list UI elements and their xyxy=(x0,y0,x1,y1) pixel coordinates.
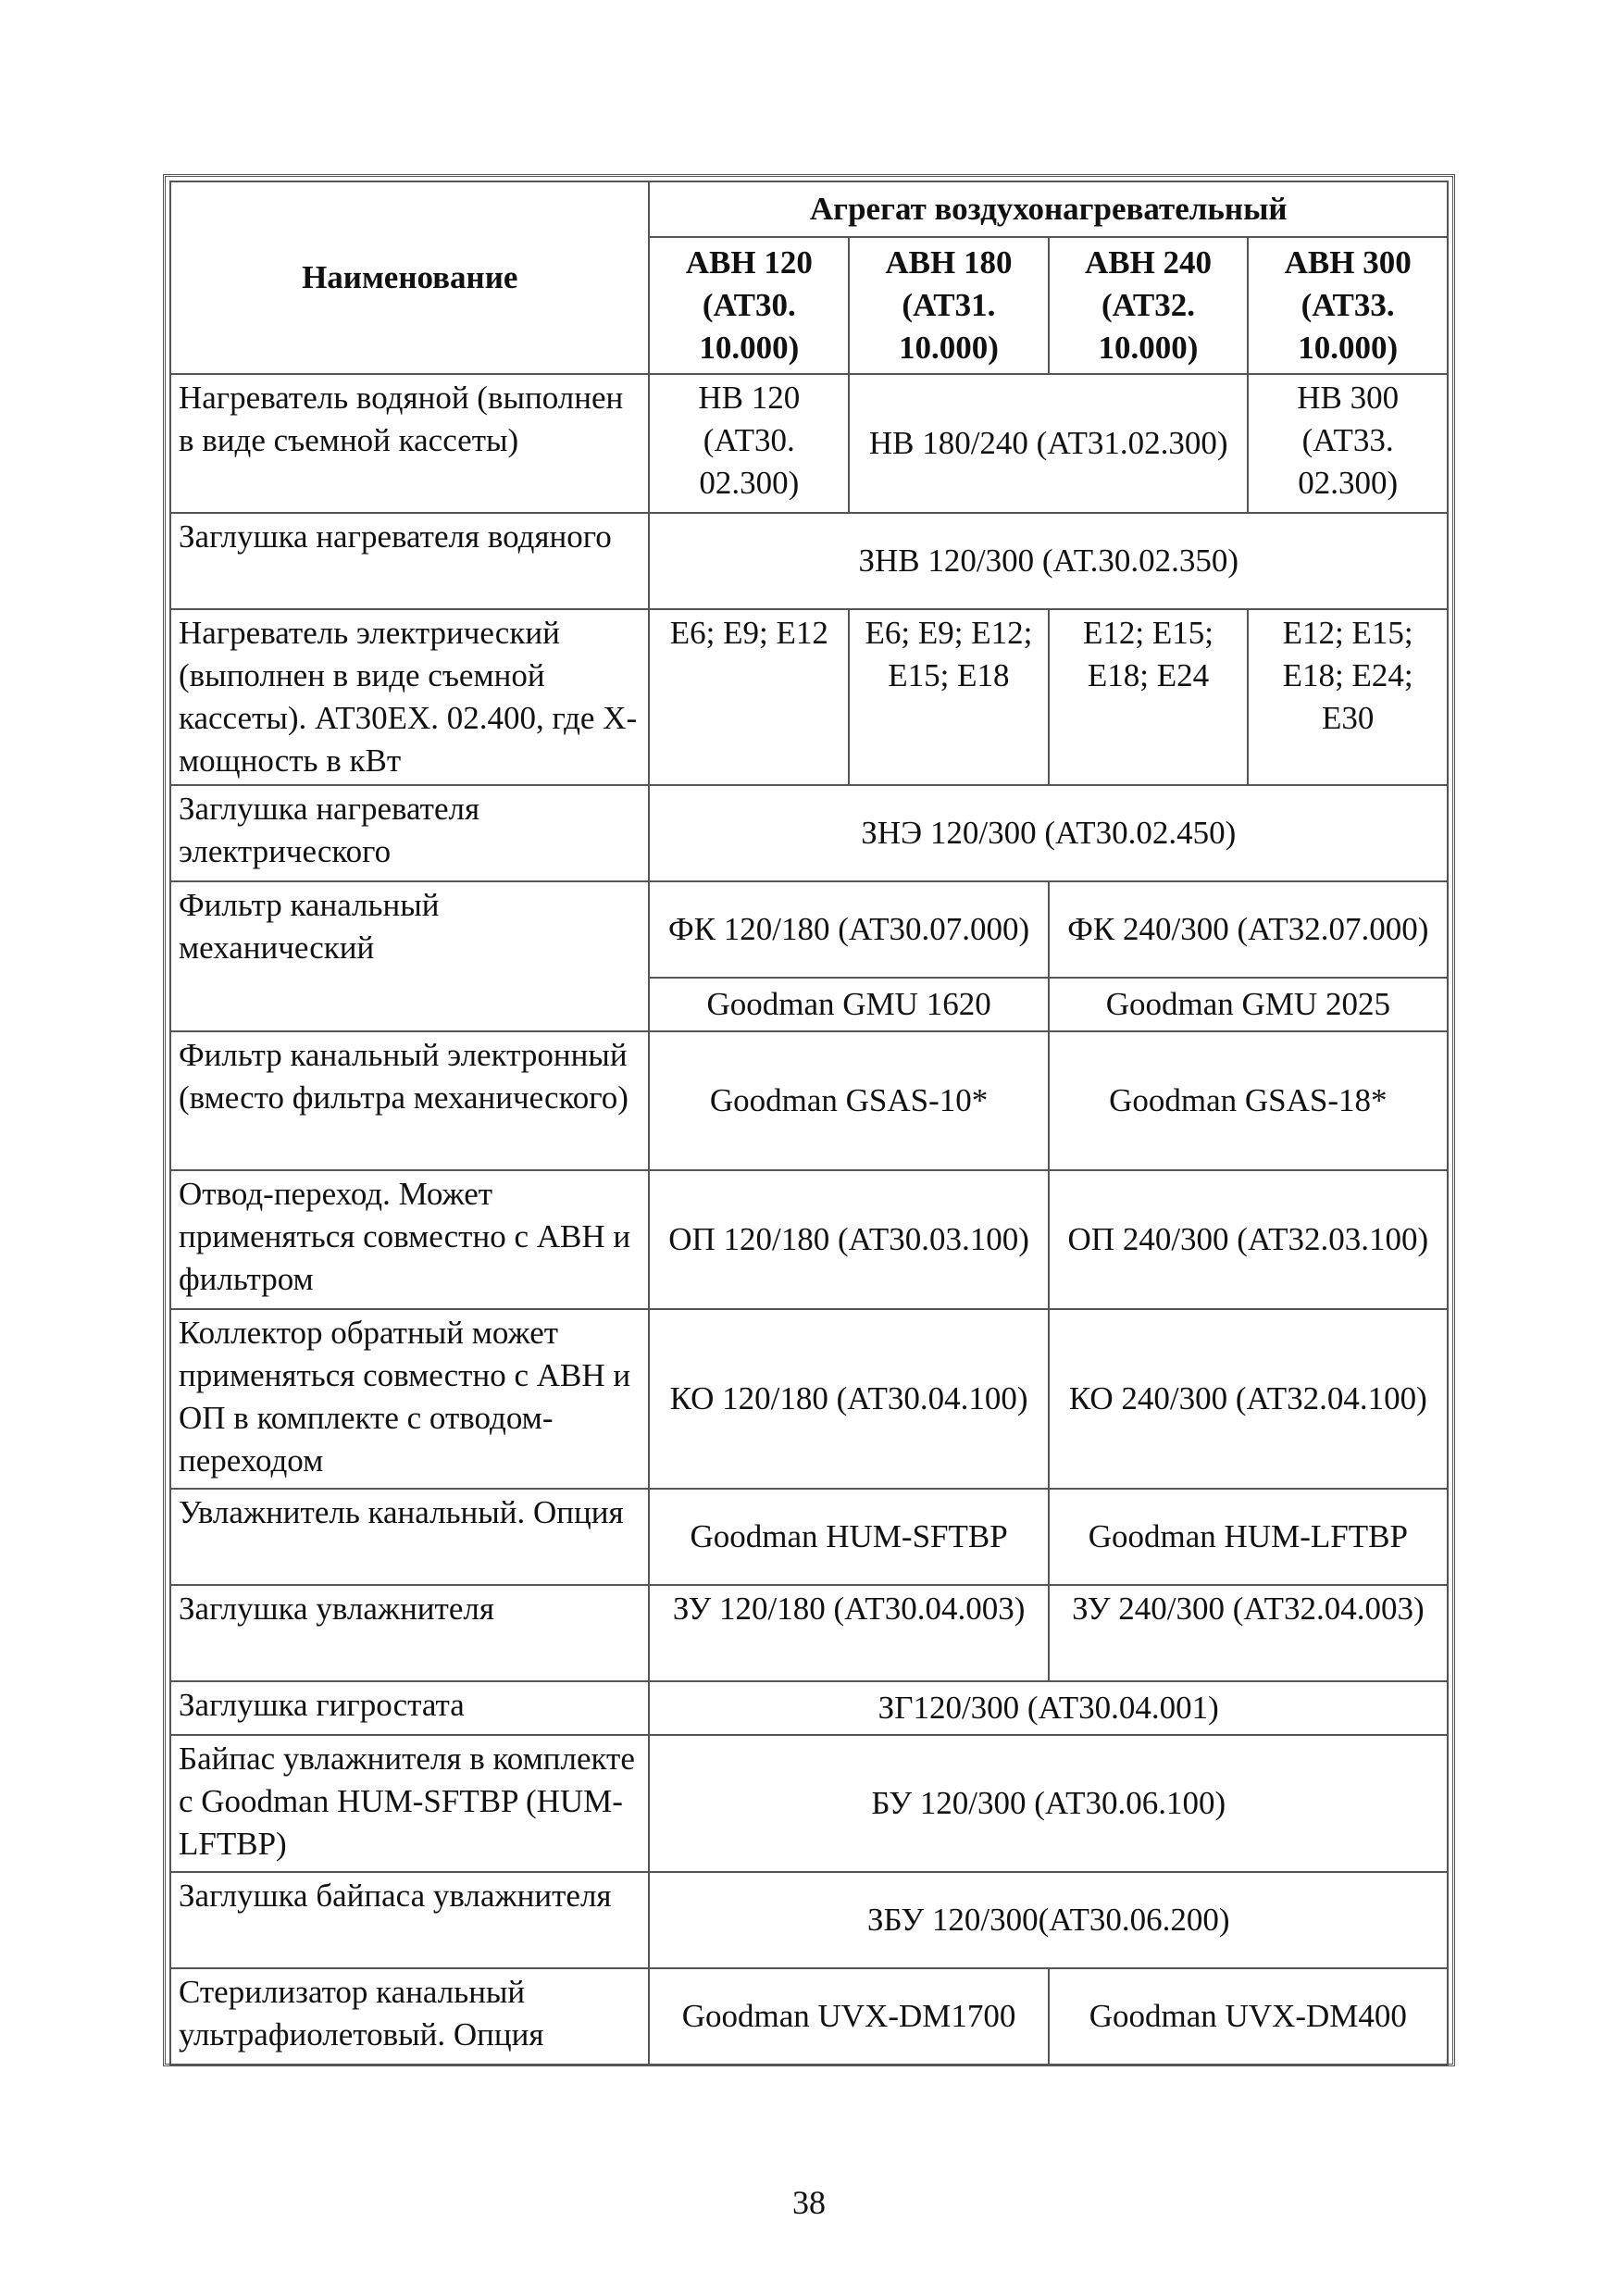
row-name: Отвод-переход. Может применяться совместно с АВН и фильтром xyxy=(170,1170,649,1309)
table-cell: ЗНЭ 120/300 (АТ30.02.450) xyxy=(649,785,1448,881)
table-cell: ОП 240/300 (АТ32.03.100) xyxy=(1049,1170,1448,1309)
page-number: 38 xyxy=(792,2184,826,2221)
table-cell: НВ 120 (АТ30. 02.300) xyxy=(649,374,849,513)
header-model: АВН 180 (АТ31. 10.000) xyxy=(849,237,1049,374)
header-model: АВН 300 (АТ33. 10.000) xyxy=(1248,237,1448,374)
accessories-table-frame xyxy=(163,174,1455,2066)
row-name: Заглушка гигростата xyxy=(170,1681,649,1735)
table-cell: НВ 180/240 (АТ31.02.300) xyxy=(849,374,1248,513)
row-name: Увлажнитель канальный. Опция xyxy=(170,1489,649,1585)
table-cell: Goodman HUM-SFTBP xyxy=(649,1489,1048,1585)
table-cell: ЗУ 120/180 (АТ30.04.003) xyxy=(649,1585,1048,1681)
table-cell: ЗБУ 120/300(АТ30.06.200) xyxy=(649,1872,1448,1968)
table-cell: ФК 120/180 (АТ30.07.000) xyxy=(649,881,1048,978)
row-name: Коллектор обратный может применяться совместно с АВН и ОП в комплекте с отводом-переходом xyxy=(170,1309,649,1489)
table-row xyxy=(170,1681,1448,1735)
row-name: Стерилизатор канальный ультрафиолетовый. Опция xyxy=(170,1968,649,2065)
table-cell: Е12; Е15; Е18; Е24; Е30 xyxy=(1248,609,1448,785)
header-model: АВН 120 (АТ30. 10.000) xyxy=(649,237,849,374)
table-row xyxy=(170,1489,1448,1585)
table-row xyxy=(170,785,1448,881)
row-name: Фильтр канальный механический xyxy=(170,881,649,1031)
table-row xyxy=(170,374,1448,513)
table-cell: НВ 300 (АТ33. 02.300) xyxy=(1248,374,1448,513)
table-cell: Goodman UVX-DM1700 xyxy=(649,1968,1048,2065)
header-name: Наименование xyxy=(170,181,649,374)
header-model: АВН 240 (АТ32. 10.000) xyxy=(1049,237,1249,374)
table-cell: Е6; Е9; Е12; Е15; Е18 xyxy=(849,609,1049,785)
table-cell: ЗУ 240/300 (АТ32.04.003) xyxy=(1049,1585,1448,1681)
row-name: Заглушка байпаса увлажнителя xyxy=(170,1872,649,1968)
row-name: Заглушка нагревателя водяного xyxy=(170,513,649,609)
table-row xyxy=(170,1031,1448,1170)
table-row xyxy=(170,609,1448,785)
table-cell: КО 120/180 (АТ30.04.100) xyxy=(649,1309,1048,1489)
table-row xyxy=(170,1735,1448,1872)
table-cell: Goodman GMU 1620 xyxy=(649,978,1048,1031)
table-cell: Goodman UVX-DM400 xyxy=(1049,1968,1448,2065)
table-cell: Goodman GSAS-18* xyxy=(1049,1031,1448,1170)
table-cell: ЗНВ 120/300 (АТ.30.02.350) xyxy=(649,513,1448,609)
table-cell: Goodman GMU 2025 xyxy=(1049,978,1448,1031)
table-cell: ФК 240/300 (АТ32.07.000) xyxy=(1049,881,1448,978)
table-row xyxy=(170,1872,1448,1968)
table-cell: БУ 120/300 (АТ30.06.100) xyxy=(649,1735,1448,1872)
header-group: Агрегат воздухонагревательный xyxy=(649,181,1448,237)
table-row xyxy=(170,881,1448,978)
table-cell: Goodman GSAS-10* xyxy=(649,1031,1048,1170)
table-cell: КО 240/300 (АТ32.04.100) xyxy=(1049,1309,1448,1489)
table-row xyxy=(170,1170,1448,1309)
accessories-table xyxy=(169,181,1449,2065)
table-row xyxy=(170,1968,1448,2065)
table-row xyxy=(170,513,1448,609)
row-name: Фильтр канальный электронный (вместо фильтра механического) xyxy=(170,1031,649,1170)
table-row xyxy=(170,1585,1448,1681)
table-row xyxy=(170,1309,1448,1489)
table-cell: ЗГ120/300 (АТ30.04.001) xyxy=(649,1681,1448,1735)
table-cell: Goodman HUM-LFTBP xyxy=(1049,1489,1448,1585)
table-cell: Е6; Е9; Е12 xyxy=(649,609,849,785)
table-cell: ОП 120/180 (АТ30.03.100) xyxy=(649,1170,1048,1309)
table-cell: Е12; Е15; Е18; Е24 xyxy=(1049,609,1249,785)
row-name: Нагреватель водяной (выполнен в виде съемной кассеты) xyxy=(170,374,649,513)
row-name: Нагреватель электрический (выполнен в виде съемной кассеты). АТ30EX. 02.400, где X- мощность в кВт xyxy=(170,609,649,785)
row-name: Заглушка нагревателя электрического xyxy=(170,785,649,881)
row-name: Заглушка увлажнителя xyxy=(170,1585,649,1681)
row-name: Байпас увлажнителя в комплекте с Goodman HUM-SFTBP (HUM-LFTBP) xyxy=(170,1735,649,1872)
header-row-1 xyxy=(170,181,1448,237)
